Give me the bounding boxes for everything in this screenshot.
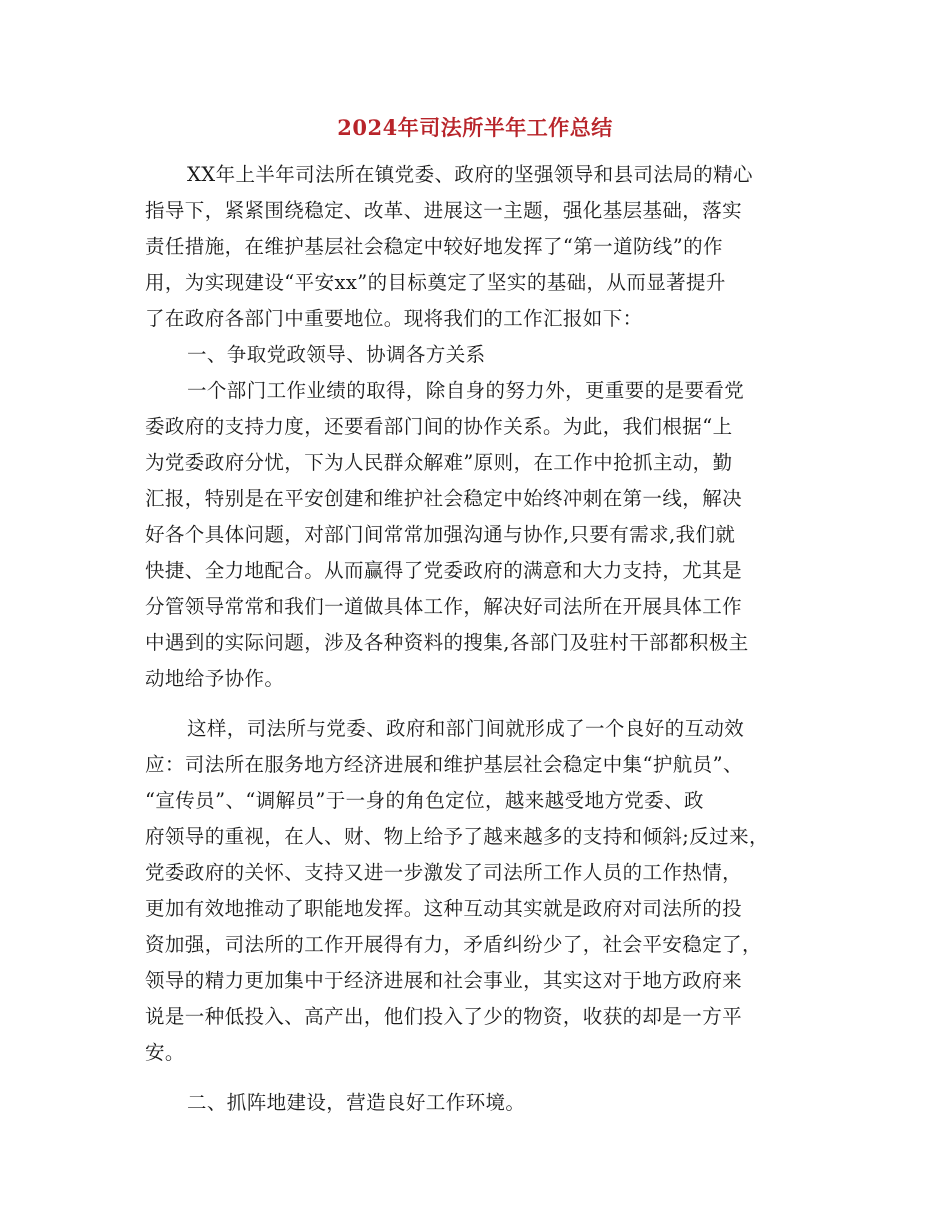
text-line: 资加强，司法所的工作开展得有力，矛盾纠纷少了，社会平安稳定了，: [145, 933, 762, 956]
section-heading: 二、抓阵地建设，营造良好工作环境。: [187, 1091, 526, 1114]
text-line: 委政府的支持力度，还要看部门间的协作关系。为此，我们根据“上: [145, 415, 733, 438]
text-line: 责任措施，在维护基层社会稳定中较好地发挥了“第一道防线”的作: [145, 235, 723, 258]
text-line: XX年上半年司法所在镇党委、政府的坚强领导和县司法局的精心: [187, 163, 753, 186]
text-line: 汇报，特别是在平安创建和维护社会稳定中始终冲刺在第一线，解决: [145, 487, 743, 510]
text-line: 用，为实现建设“平安xx”的目标奠定了坚实的基础，从而显著提升: [145, 271, 726, 294]
text-line: 应：司法所在服务地方经济进展和维护基层社会稳定中集“护航员”、: [145, 753, 743, 776]
text-line: 分管领导常常和我们一道做具体工作，解决好司法所在开展具体工作: [145, 595, 743, 618]
text-line: 这样，司法所与党委、政府和部门间就形成了一个良好的互动效: [187, 717, 745, 740]
text-line: 更加有效地推动了职能地发挥。这种互动其实就是政府对司法所的投: [145, 897, 743, 920]
text-line: 府领导的重视，在人、财、物上给予了越来越多的支持和倾斜;反过来，: [145, 825, 769, 848]
text-line: 了在政府各部门中重要地位。现将我们的工作汇报如下：: [145, 307, 643, 330]
text-line: 动地给予协作。: [145, 667, 285, 690]
text-line: 领导的精力更加集中于经济进展和社会事业，其实这对于地方政府来: [145, 969, 743, 992]
text-line: 安。: [145, 1041, 185, 1064]
text-line: 党委政府的关怀、支持又进一步激发了司法所工作人员的工作热情，: [145, 861, 743, 884]
section-heading: 一、争取党政领导、协调各方关系: [187, 343, 486, 366]
text-line: 说是一种低投入、高产出，他们投入了少的物资，收获的却是一方平: [145, 1005, 743, 1028]
text-line: “宣传员”、“调解员”于一身的角色定位，越来越受地方党委、政: [145, 789, 704, 812]
text-line: 为党委政府分忧，下为人民群众解难”原则，在工作中抢抓主动，勤: [145, 451, 733, 474]
text-line: 一个部门工作业绩的取得，除自身的努力外，更重要的是要看党: [187, 379, 745, 402]
text-line: 指导下，紧紧围绕稳定、改革、进展这一主题，强化基层基础，落实: [145, 199, 743, 222]
text-line: 快捷、全力地配合。从而赢得了党委政府的满意和大力支持，尤其是: [145, 559, 743, 582]
text-line: 中遇到的实际问题，涉及各种资料的搜集,各部门及驻村干部都积极主: [145, 631, 749, 654]
text-line: 好各个具体问题，对部门间常常加强沟通与协作,只要有需求,我们就: [145, 523, 736, 546]
document-title: 2024年司法所半年工作总结: [337, 115, 613, 140]
